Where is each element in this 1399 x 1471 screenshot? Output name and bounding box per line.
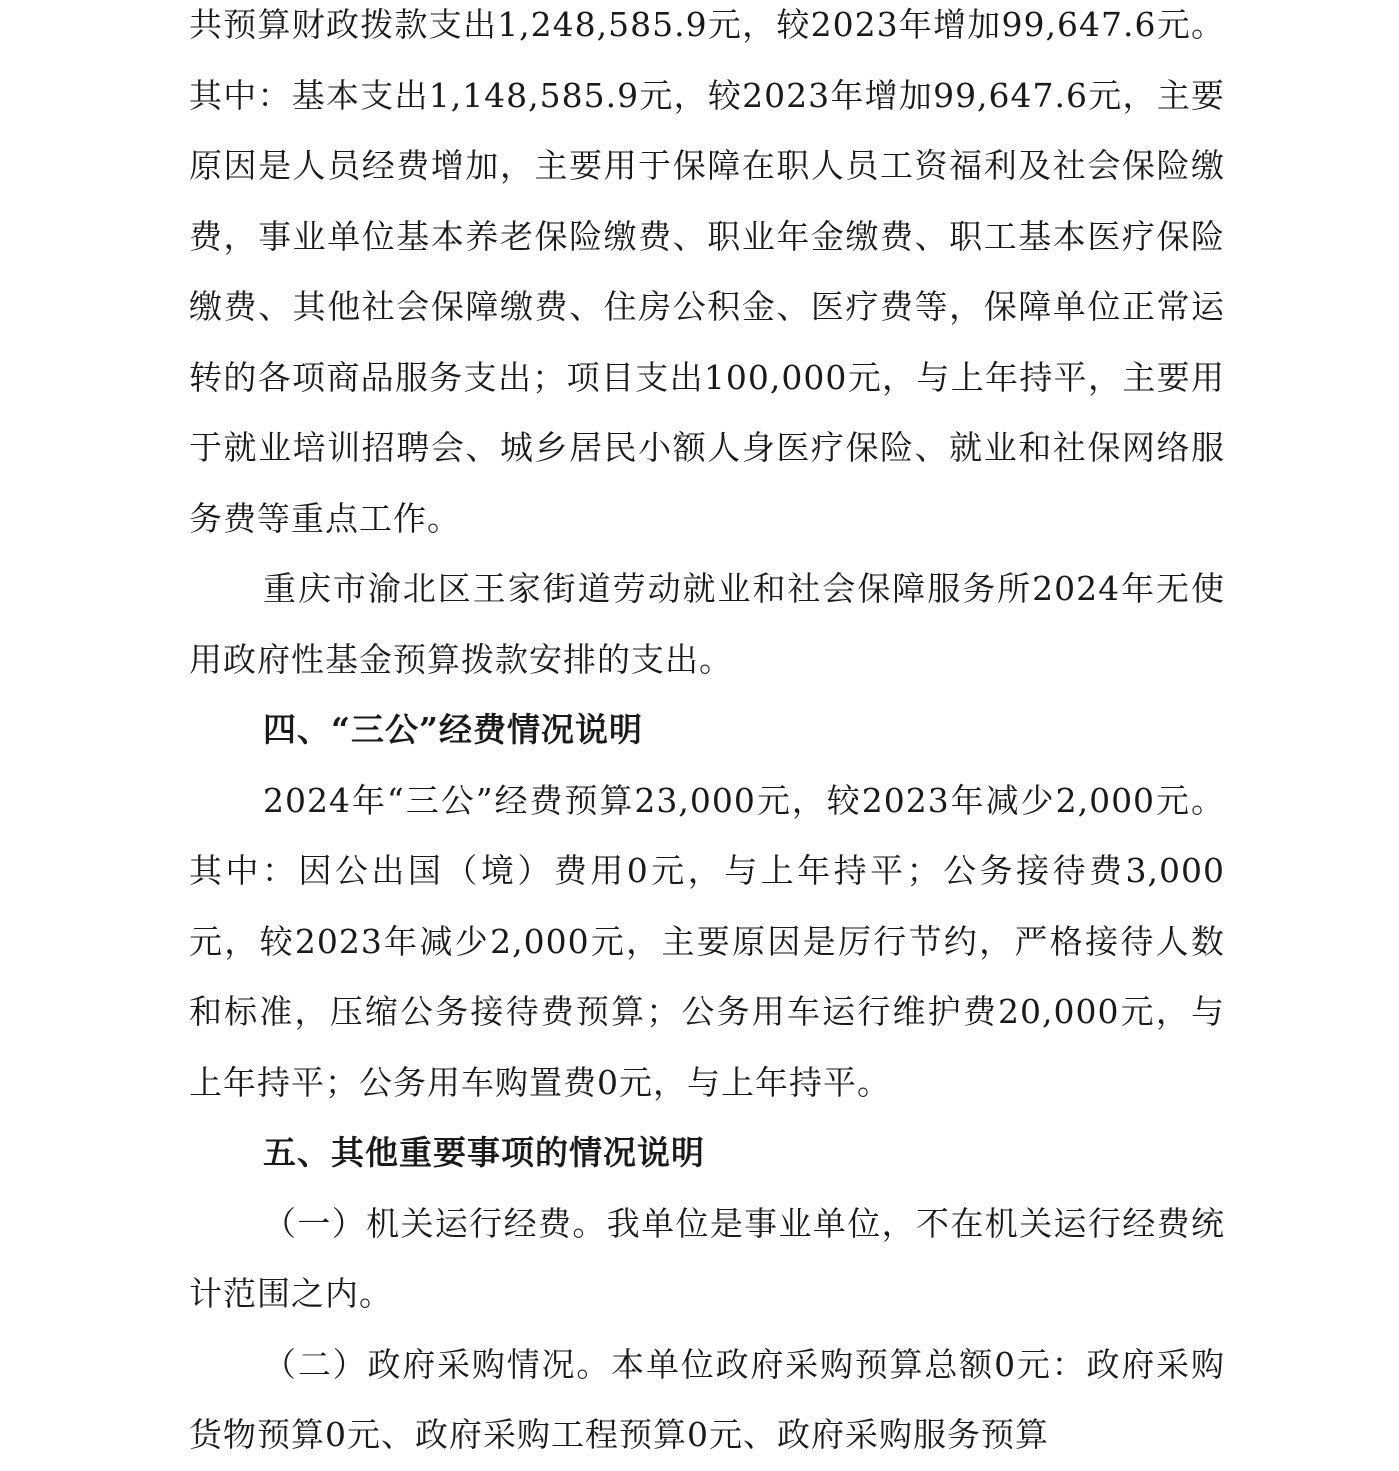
paragraph-government-procurement: （二）政府采购情况。本单位政府采购预算总额0元：政府采购货物预算0元、政府采购工程预算0元、政府采购服务预算 — [189, 1344, 1225, 1454]
paragraph-operating-funds: （一）机关运行经费。我单位是事业单位，不在机关运行经费统计范围之内。 — [189, 1203, 1225, 1313]
heading-other-matters: 五、其他重要事项的情况说明 — [263, 1133, 705, 1172]
document-body — [189, 0, 1225, 1471]
paragraph-fund-budget: 重庆市渝北区王家街道劳动就业和社会保障服务所2024年无使用政府性基金预算拨款安排的支出。 — [189, 569, 1225, 679]
paragraph-three-public-expenses: 2024年“三公”经费预算23,000元，较2023年减少2,000元。其中：因公出国（境）费用0元，与上年持平；公务接待费3,000元，较2023年减少2,000元，主要原因是厉行节约，严格接待人数和标准，压缩公务接待费预算；公务用车运行维护费20,000元，与上年持平；公务用车购置费0元，与上年持平。 — [189, 780, 1225, 1102]
paragraph-expenditure-detail: 共预算财政拨款支出1,248,585.9元，较2023年增加99,647.6元。其中：基本支出1,148,585.9元，较2023年增加99,647.6元，主要原因是人员经费增加，主要用于保障在职人员工资福利及社会保险缴费，事业单位基本养老保险缴费、职业年金缴费、职工基本医疗保险缴费、其他社会保障缴费、住房公积金、医疗费等，保障单位正常运转的各项商品服务支出；项目支出100,000元，与上年持平，主要用于就业培训招聘会、城乡居民小额人身医疗保险、就业和社保网络服务费等重点工作。 — [189, 5, 1225, 538]
heading-three-public-expenses: 四、“三公”经费情况说明 — [263, 710, 643, 749]
